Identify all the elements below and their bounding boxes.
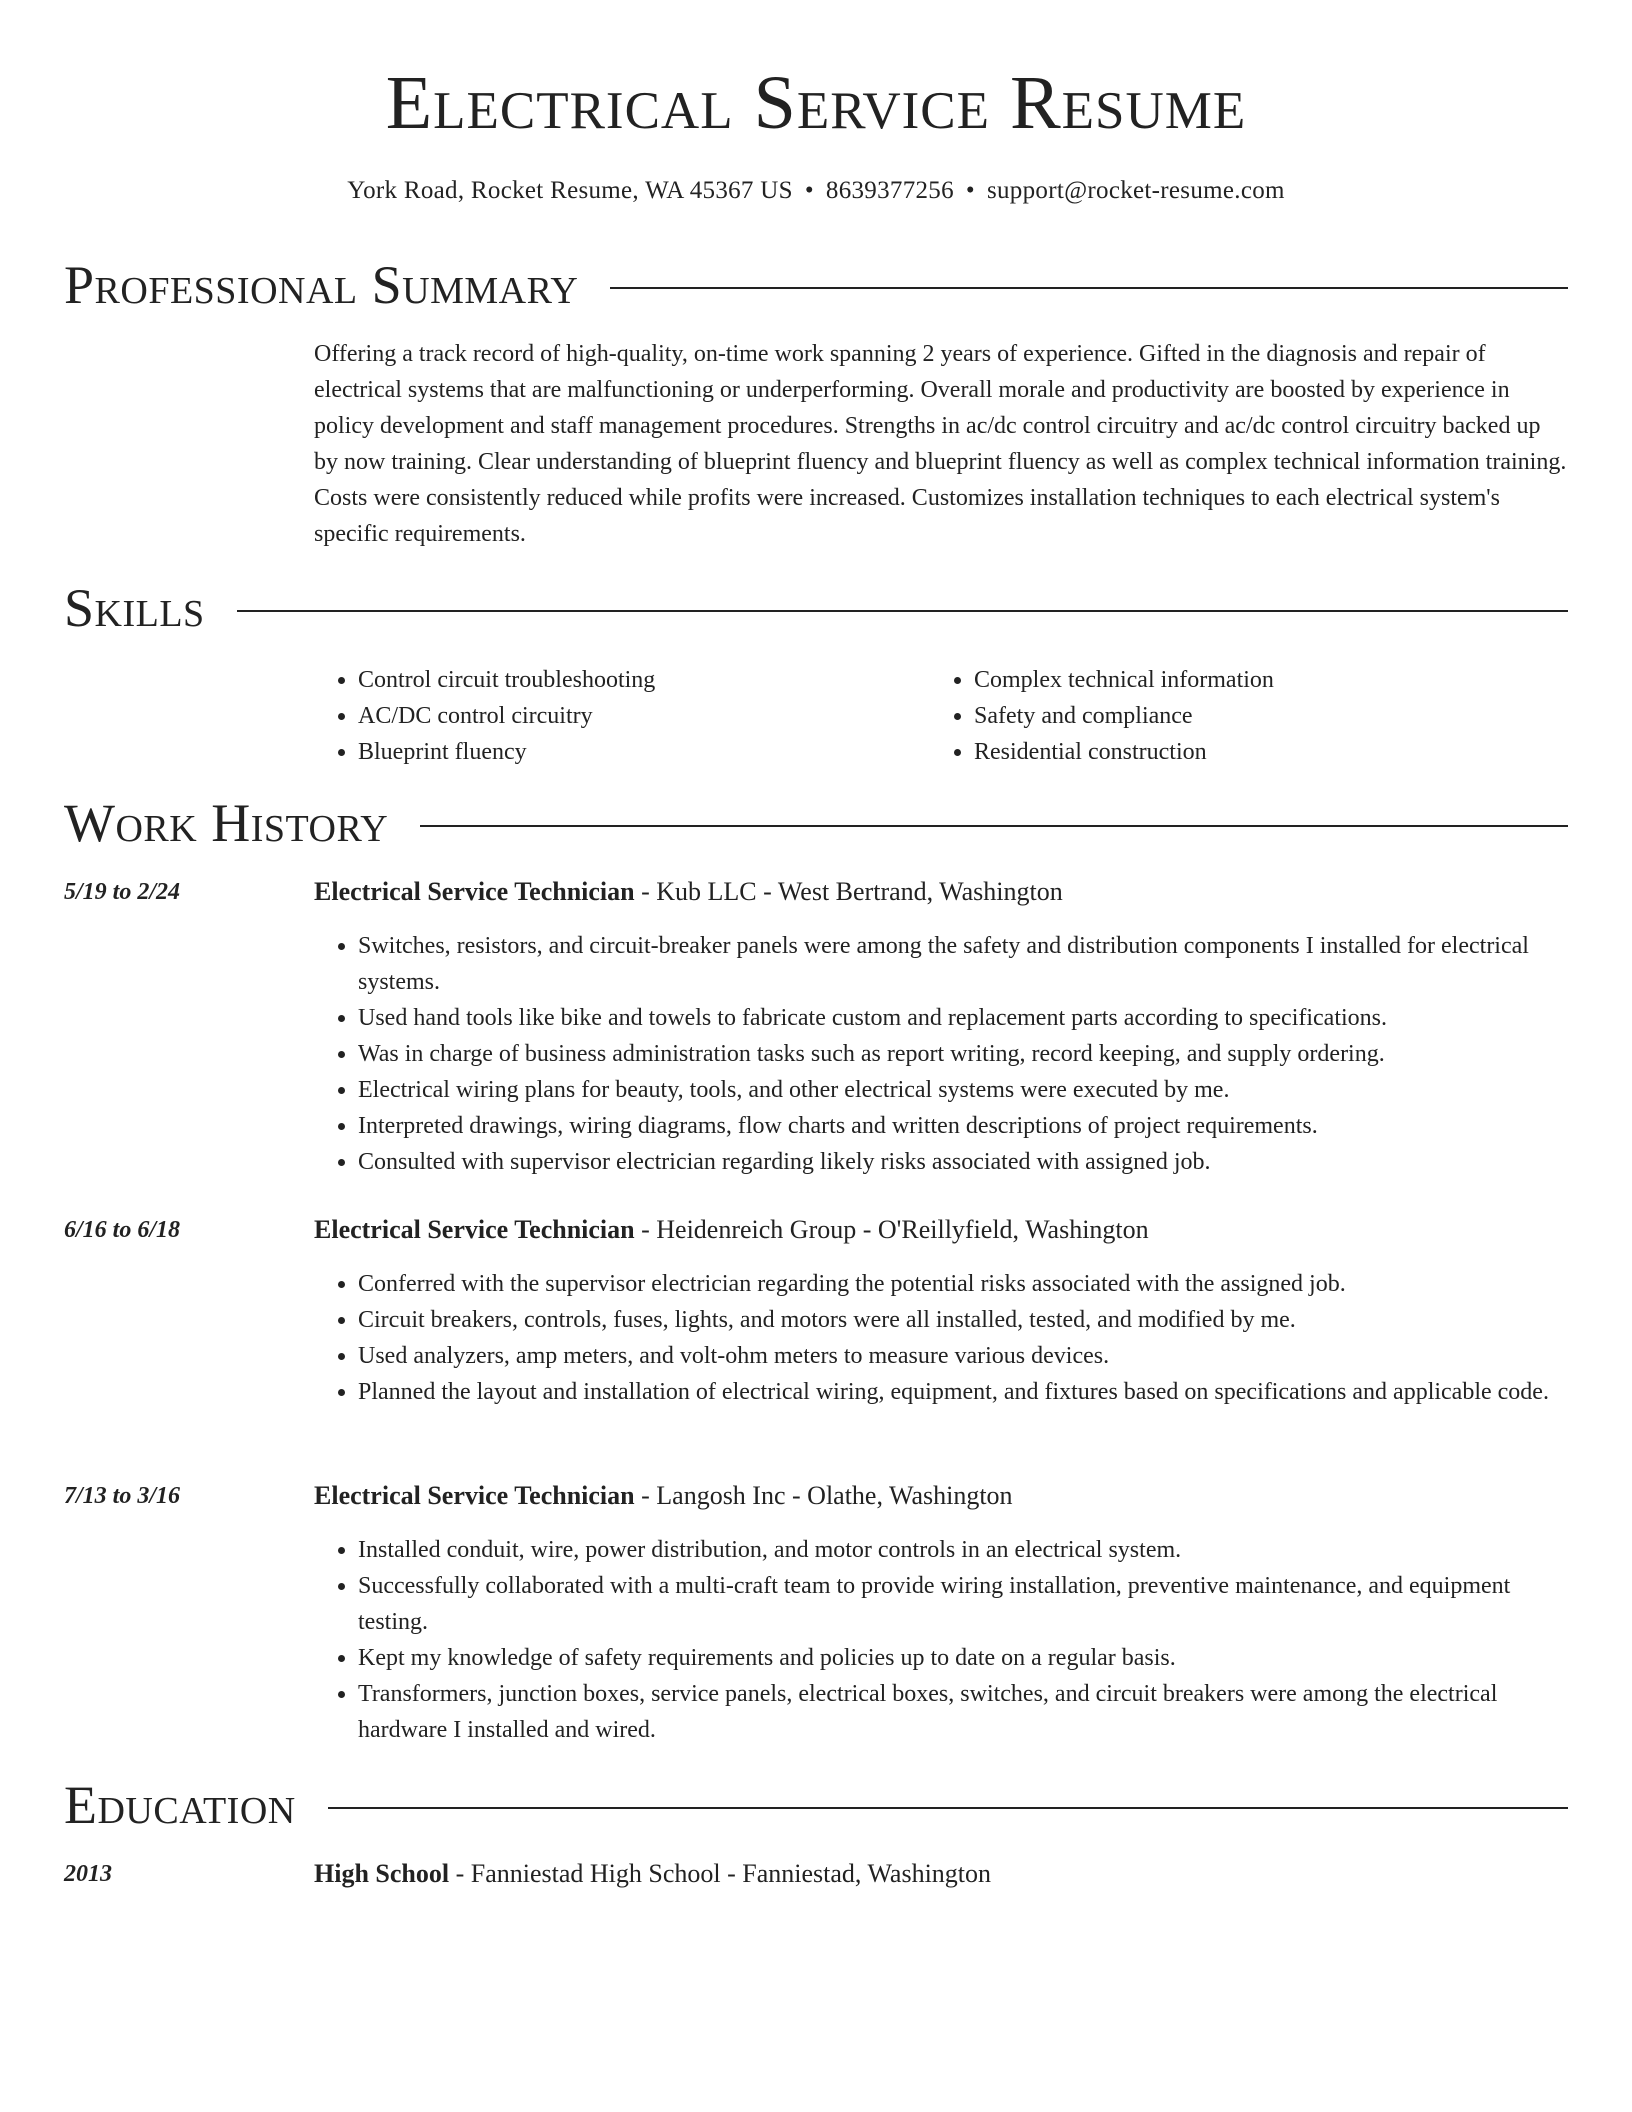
job-bullet: • Used analyzers, amp meters, and volt-ohm meters to measure various devices. [358, 1338, 1568, 1374]
contact-phone: 8639377256 [825, 177, 954, 204]
skills-section-title: Skills [64, 578, 205, 638]
job-bullet: • Conferred with the supervisor electrician regarding the potential risks associated with the assigned job. [358, 1266, 1568, 1302]
skills-list-left [314, 662, 930, 770]
job-bullet: • Electrical wiring plans for beauty, tools, and other electrical systems were executed by me. [358, 1072, 1568, 1108]
job-dates: 5/19 to 2/24 [64, 879, 181, 905]
job-title: Electrical Service Technician [314, 1215, 635, 1244]
job-bullet-list [314, 928, 1568, 1180]
job-duties [314, 1266, 1568, 1410]
contact-email: support@rocket-resume.com [986, 177, 1285, 204]
summary-section-title: Professional Summary [64, 255, 579, 315]
section-divider [237, 610, 1568, 612]
education-section-title: Education [64, 1775, 296, 1835]
skill-item: • AC/DC control circuitry [358, 698, 930, 734]
contact-separator: • [804, 177, 814, 204]
education-heading [314, 1856, 1568, 1892]
job-bullet-list [314, 1266, 1568, 1410]
education-school-location: - Fanniestad High School - Fanniestad, Washington [449, 1859, 992, 1888]
job-duties [314, 1532, 1568, 1748]
job-bullet: • Was in charge of business administration tasks such as report writing, record keeping, and supply ordering. [358, 1036, 1568, 1072]
contact-separator: • [965, 177, 975, 204]
section-divider [420, 825, 1568, 827]
skill-item: • Blueprint fluency [358, 734, 930, 770]
section-divider [610, 287, 1568, 289]
job-bullet-list [314, 1532, 1568, 1748]
skill-item: • Residential construction [974, 734, 1546, 770]
education-year: 2013 [64, 1861, 112, 1887]
job-heading [314, 874, 1568, 910]
summary-body [314, 336, 1568, 552]
job-dates: 7/13 to 3/16 [64, 1483, 181, 1509]
education-degree: High School [314, 1859, 450, 1888]
section-divider [328, 1807, 1568, 1809]
job-title: Electrical Service Technician [314, 877, 635, 906]
contact-address: York Road, Rocket Resume, WA 45367 US [347, 177, 793, 204]
job-employer-location: - Kub LLC - West Bertrand, Washington [634, 877, 1063, 906]
work-section-title: Work History [64, 793, 389, 853]
job-title: Electrical Service Technician [314, 1481, 635, 1510]
summary-text: Offering a track record of high-quality, on-time work spanning 2 years of experience. Gifted in the diagnosis and repair of electrical systems that are malfunctioning or underperforming. Overall morale and productivity are boosted by experience in policy development and staff management procedures. Strengths in ac/dc control circuitry and ac/dc control circuitry backed up by now training. Clear understanding of blueprint fluency and blueprint fluency as well as complex technical information training. Costs were consistently reduced while profits were increased. Customizes installation techniques to each electrical system's specific requirements. [314, 341, 1567, 547]
job-bullet: • Used hand tools like bike and towels to fabricate custom and replacement parts according to specifications. [358, 1000, 1568, 1036]
job-heading [314, 1478, 1568, 1514]
contact-line [0, 174, 1632, 208]
skill-item: • Control circuit troubleshooting [358, 662, 930, 698]
job-bullet: • Transformers, junction boxes, service panels, electrical boxes, switches, and circuit breakers were among the electrical hardware I installed and wired. [358, 1676, 1568, 1748]
skills-list-right [930, 662, 1546, 770]
skill-item: • Safety and compliance [974, 698, 1546, 734]
work-section-header [64, 792, 1568, 854]
resume-name: Electrical Service Resume [385, 61, 1247, 145]
job-duties [314, 928, 1568, 1180]
job-dates: 6/16 to 6/18 [64, 1217, 181, 1243]
job-bullet: • Switches, resistors, and circuit-breaker panels were among the safety and distribution components I installed for electrical systems. [358, 928, 1568, 1000]
skill-item: • Complex technical information [974, 662, 1546, 698]
education-section-header [64, 1774, 1568, 1836]
job-bullet: • Kept my knowledge of safety requirements and policies up to date on a regular basis. [358, 1640, 1568, 1676]
job-bullet: • Successfully collaborated with a multi-craft team to provide wiring installation, preventive maintenance, and equipment testing. [358, 1568, 1568, 1640]
skills-grid [314, 662, 1568, 770]
job-bullet: • Circuit breakers, controls, fuses, lights, and motors were all installed, tested, and modified by me. [358, 1302, 1568, 1338]
summary-section-header [64, 254, 1568, 316]
skills-section-header [64, 577, 1568, 639]
job-employer-location: - Heidenreich Group - O'Reillyfield, Washington [634, 1215, 1149, 1244]
job-bullet: • Interpreted drawings, wiring diagrams, flow charts and written descriptions of project requirements. [358, 1108, 1568, 1144]
job-employer-location: - Langosh Inc - Olathe, Washington [634, 1481, 1013, 1510]
job-heading [314, 1212, 1568, 1248]
job-bullet: • Planned the layout and installation of electrical wiring, equipment, and fixtures based on specifications and applicable code. [358, 1374, 1568, 1410]
job-bullet: • Installed conduit, wire, power distribution, and motor controls in an electrical system. [358, 1532, 1568, 1568]
job-bullet: • Consulted with supervisor electrician regarding likely risks associated with assigned job. [358, 1144, 1568, 1180]
